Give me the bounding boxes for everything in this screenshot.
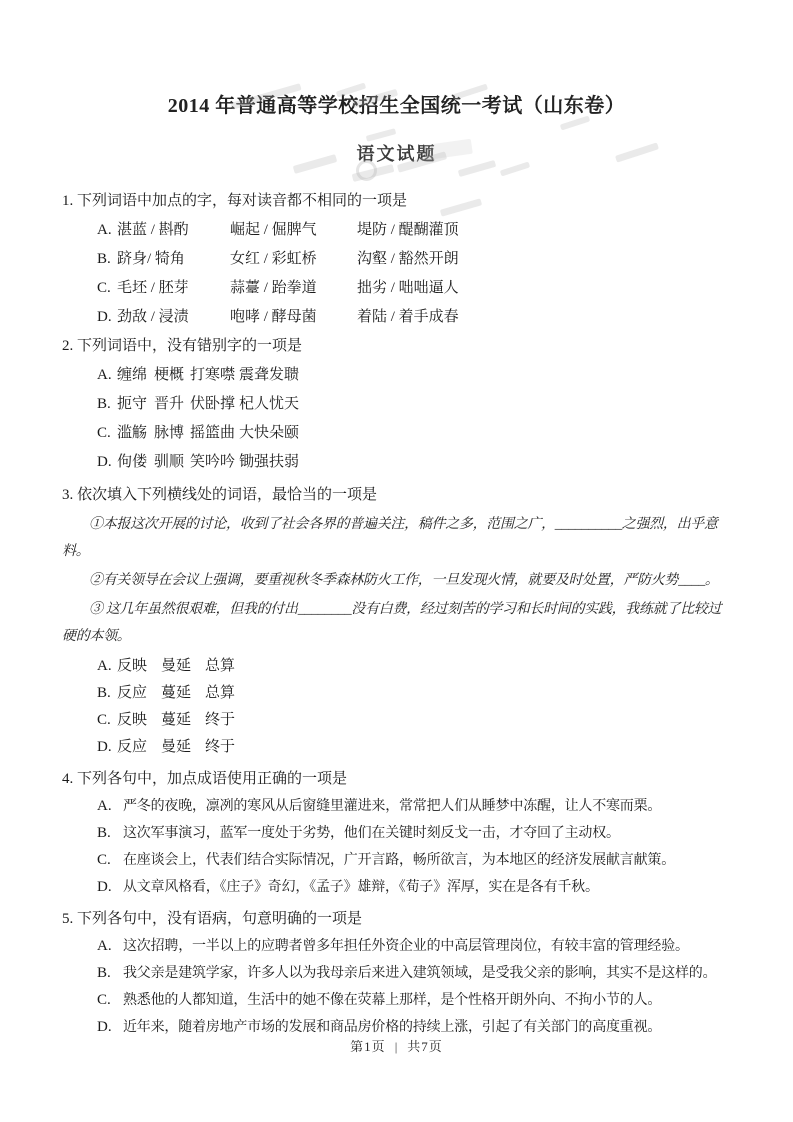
option-label: D. bbox=[97, 454, 112, 470]
option-pair: 毛坯 / 胚芽 bbox=[117, 280, 189, 296]
option-row-b bbox=[97, 390, 731, 419]
option-word: 打寒噤 bbox=[190, 367, 236, 383]
option-label: A. bbox=[97, 938, 112, 954]
option-pair: 劲敌 / 浸渍 bbox=[117, 309, 189, 325]
option-row-b bbox=[97, 960, 731, 987]
option-label: A. bbox=[97, 658, 112, 674]
option-word: 大快朵颐 bbox=[239, 425, 300, 441]
question-1-options bbox=[97, 216, 731, 332]
option-word: 终于 bbox=[205, 712, 236, 728]
question-2-options bbox=[97, 361, 731, 477]
option-label: C. bbox=[97, 712, 111, 728]
option-word: 曼延 bbox=[161, 739, 192, 755]
option-label: B. bbox=[97, 685, 111, 701]
option-word: 驯顺 bbox=[154, 454, 185, 470]
page-footer bbox=[0, 1036, 793, 1055]
question-3-sentence-1: ①本报这次开展的讨论，收到了社会各界的普遍关注，稿件之多，范围之广，__________之强烈，出乎意料。 bbox=[62, 517, 718, 559]
option-label: D. bbox=[97, 879, 112, 895]
option-word: 反应 bbox=[117, 739, 148, 755]
question-5 bbox=[62, 906, 731, 1041]
option-row-b bbox=[97, 245, 731, 274]
option-word: 梗概 bbox=[154, 367, 185, 383]
option-row-c bbox=[97, 707, 731, 734]
question-3-sentence-3: ③ 这几年虽然很艰难，但我的付出________没有白费，经过刻苦的学习和长时间的实践，我练就了比较过硬的本领。 bbox=[62, 602, 722, 644]
option-label: C. bbox=[97, 992, 111, 1008]
option-word: 锄强扶弱 bbox=[239, 454, 300, 470]
option-row-c bbox=[97, 274, 731, 303]
page-total: 共7页 bbox=[407, 1039, 443, 1054]
option-pair: 拙劣 / 咄咄逼人 bbox=[357, 280, 459, 296]
option-word: 震聋发聩 bbox=[239, 367, 300, 383]
option-sentence: 熟悉他的人都知道，生活中的她不像在荧幕上那样，是个性格开朗外向、不拘小节的人。 bbox=[123, 993, 662, 1008]
page-title: 2014 年普通高等学校招生全国统一考试（山东卷） bbox=[167, 95, 626, 117]
option-label: B. bbox=[97, 825, 111, 841]
option-word: 杞人忧天 bbox=[239, 396, 300, 412]
option-row-d bbox=[97, 874, 731, 901]
footer-divider: | bbox=[394, 1039, 399, 1054]
option-pair: 湛蓝 / 斟酌 bbox=[117, 222, 189, 238]
option-label: B. bbox=[97, 396, 111, 412]
option-sentence: 近年来，随着房地产市场的发展和商品房价格的持续上涨，引起了有关部门的高度重视。 bbox=[123, 1020, 662, 1035]
option-sentence: 严冬的夜晚，凛冽的寒风从后窗缝里灌进来，常常把人们从睡梦中冻醒，让人不寒而栗。 bbox=[123, 799, 662, 814]
option-word: 晋升 bbox=[154, 396, 185, 412]
question-5-options bbox=[97, 933, 731, 1041]
option-row-b bbox=[97, 680, 731, 707]
question-1 bbox=[62, 187, 731, 332]
option-label: D. bbox=[97, 1019, 112, 1035]
question-4-stem: 4. 下列各句中，加点成语使用正确的一项是 bbox=[62, 771, 348, 787]
option-label: A. bbox=[97, 222, 112, 238]
option-pair: 着陆 / 着手成春 bbox=[357, 309, 459, 325]
option-word: 脉博 bbox=[154, 425, 185, 441]
option-word: 扼守 bbox=[117, 396, 148, 412]
option-pair: 崛起 / 倔脾气 bbox=[230, 222, 317, 238]
option-pair: 咆哮 / 酵母菌 bbox=[230, 309, 317, 325]
question-5-stem: 5. 下列各句中，没有语病，句意明确的一项是 bbox=[62, 911, 363, 927]
option-row-c bbox=[97, 847, 731, 874]
option-word: 缠绵 bbox=[117, 367, 148, 383]
option-word: 反应 bbox=[117, 685, 148, 701]
option-word: 笑吟吟 bbox=[190, 454, 236, 470]
option-pair: 堤防 / 醍醐灌顶 bbox=[357, 222, 459, 238]
question-3-stem: 3. 依次填入下列横线处的词语，最恰当的一项是 bbox=[62, 487, 378, 503]
option-word: 滥觞 bbox=[117, 425, 148, 441]
option-label: C. bbox=[97, 852, 111, 868]
option-row-d bbox=[97, 448, 731, 477]
option-word: 曼延 bbox=[161, 658, 192, 674]
option-row-a bbox=[97, 793, 731, 820]
option-sentence: 我父亲是建筑学家，许多人以为我母亲后来进入建筑领域，是受我父亲的影响，其实不是这样的。 bbox=[123, 966, 717, 981]
option-label: C. bbox=[97, 425, 111, 441]
option-label: B. bbox=[97, 251, 111, 267]
option-row-c bbox=[97, 987, 731, 1014]
option-row-c bbox=[97, 419, 731, 448]
question-3 bbox=[62, 482, 731, 761]
option-word: 佝偻 bbox=[117, 454, 148, 470]
option-row-d bbox=[97, 303, 731, 332]
option-label: D. bbox=[97, 309, 112, 325]
option-row-a bbox=[97, 653, 731, 680]
option-sentence: 从文章风格看，《庄子》奇幻，《孟子》雄辩，《荀子》浑厚，实在是各有千秋。 bbox=[123, 880, 599, 895]
option-word: 蔓延 bbox=[161, 712, 192, 728]
page-number: 第1页 bbox=[350, 1039, 386, 1054]
page-subtitle: 语文试题 bbox=[356, 144, 437, 164]
option-sentence: 这次招聘，一半以上的应聘者曾多年担任外资企业的中高层管理岗位，有较丰富的管理经验。 bbox=[123, 939, 689, 954]
option-sentence: 这次军事演习，蓝军一度处于劣势，他们在关键时刻反戈一击，才夺回了主动权。 bbox=[123, 826, 620, 841]
option-word: 总算 bbox=[205, 658, 236, 674]
question-1-stem: 1. 下列词语中加点的字，每对读音都不相同的一项是 bbox=[62, 193, 408, 209]
option-row-a bbox=[97, 933, 731, 960]
option-word: 蔓延 bbox=[161, 685, 192, 701]
option-pair: 沟壑 / 豁然开朗 bbox=[357, 251, 459, 267]
question-3-sentence-2: ②有关领导在会议上强调，要重视秋冬季森林防火工作，一旦发现火情，就要及时处置，严防火势____。 bbox=[89, 573, 719, 588]
option-word: 反映 bbox=[117, 658, 148, 674]
question-3-options bbox=[97, 653, 731, 761]
option-sentence: 在座谈会上，代表们结合实际情况，广开言路，畅所欲言，为本地区的经济发展献言献策。 bbox=[123, 853, 675, 868]
option-row-a bbox=[97, 216, 731, 245]
option-word: 总算 bbox=[205, 685, 236, 701]
option-label: C. bbox=[97, 280, 111, 296]
option-label: A. bbox=[97, 367, 112, 383]
option-row-d bbox=[97, 734, 731, 761]
option-row-a bbox=[97, 361, 731, 390]
option-word: 终于 bbox=[205, 739, 236, 755]
option-label: B. bbox=[97, 965, 111, 981]
question-2-stem: 2. 下列词语中，没有错别字的一项是 bbox=[62, 338, 303, 354]
option-word: 摇篮曲 bbox=[190, 425, 236, 441]
option-label: A. bbox=[97, 798, 112, 814]
option-pair: 蒜薹 / 跆拳道 bbox=[230, 280, 317, 296]
option-label: D. bbox=[97, 739, 112, 755]
option-word: 伏卧撑 bbox=[190, 396, 236, 412]
option-row-b bbox=[97, 820, 731, 847]
option-word: 反映 bbox=[117, 712, 148, 728]
option-pair: 女红 / 彩虹桥 bbox=[230, 251, 317, 267]
question-4 bbox=[62, 766, 731, 901]
question-2 bbox=[62, 332, 731, 477]
option-pair: 跻身/ 犄角 bbox=[117, 251, 185, 267]
question-4-options bbox=[97, 793, 731, 901]
